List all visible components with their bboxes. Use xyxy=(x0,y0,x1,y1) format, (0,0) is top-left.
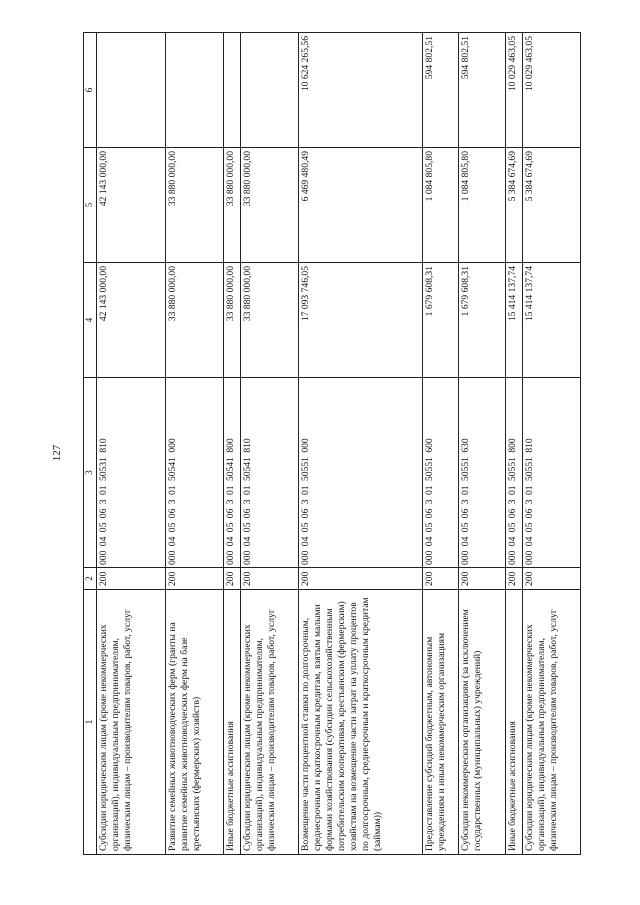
row-value-5: 6 469 480,49 xyxy=(298,148,422,263)
row-name: Предоставление субсидий бюджетным, автономным учреждениям и иным некоммерческим организациям xyxy=(422,590,458,855)
row-value-6: 10 624 265,56 xyxy=(298,33,422,148)
rotated-table-container xyxy=(83,33,581,855)
budget-table xyxy=(83,32,581,855)
row-value-5: 1 084 805,80 xyxy=(459,148,506,263)
table-row xyxy=(298,33,422,855)
row-name: Возмещение части процентной ставки по долгосрочным, среднесрочным и краткосрочным кредитам, взятым малыми формами хозяйствования (субсидии сельскохозяйственным потребительским кооперативам, крестьянским (фермерским) хозяйствам на возмещение части затрат на уплату процентов по долгосрочным, среднесрочным и краткосрочным кредитам (займам)) xyxy=(298,590,422,855)
row-value-6: 594 802,51 xyxy=(459,33,506,148)
header-row xyxy=(84,33,97,855)
page-number: 127 xyxy=(51,444,63,462)
header-cell: 1 xyxy=(84,590,97,855)
row-admin-code: 200 xyxy=(298,568,422,590)
row-admin-code: 200 xyxy=(459,568,506,590)
row-value-total: 1 679 608,31 xyxy=(459,263,506,378)
row-name: Субсидии некоммерческим организациям (за исключением государственных (муниципальных) учреждений) xyxy=(459,590,506,855)
table-row xyxy=(97,33,166,855)
row-admin-code: 200 xyxy=(522,568,580,590)
row-value-6 xyxy=(224,33,240,148)
row-value-6 xyxy=(166,33,224,148)
row-admin-code: 200 xyxy=(422,568,458,590)
row-admin-code: 200 xyxy=(97,568,166,590)
row-admin-code: 200 xyxy=(506,568,522,590)
row-value-5: 5 384 674,69 xyxy=(522,148,580,263)
header-cell: 3 xyxy=(84,378,97,568)
row-value-5: 33 880 000,00 xyxy=(166,148,224,263)
row-value-total: 33 880 000,00 xyxy=(166,263,224,378)
row-name: Иные бюджетные ассигнования xyxy=(224,590,240,855)
table-row xyxy=(166,33,224,855)
header-cell: 6 xyxy=(84,33,97,148)
row-value-total: 15 414 137,74 xyxy=(506,263,522,378)
row-name: Субсидии юридическим лицам (кроме некоммерческих организаций), индивидуальным предпринимателям, физическим лицам – производителям товаров, работ, услуг xyxy=(97,590,166,855)
table-row xyxy=(422,33,458,855)
row-value-total: 33 880 000,00 xyxy=(240,263,298,378)
row-admin-code: 200 xyxy=(240,568,298,590)
header-cell: 5 xyxy=(84,148,97,263)
row-value-total: 17 093 746,05 xyxy=(298,263,422,378)
row-value-6 xyxy=(97,33,166,148)
row-value-total: 42 143 000,00 xyxy=(97,263,166,378)
row-budget-code: 000 04 05 06 3 01 50551 810 xyxy=(522,378,580,568)
row-admin-code: 200 xyxy=(224,568,240,590)
row-name: Субсидии юридическим лицам (кроме некоммерческих организаций), индивидуальным предпринимателям, физическим лицам – производителям товаров, работ, услуг xyxy=(240,590,298,855)
row-budget-code: 000 04 05 06 3 01 50531 810 xyxy=(97,378,166,568)
row-budget-code: 000 04 05 06 3 01 50541 800 xyxy=(224,378,240,568)
row-admin-code: 200 xyxy=(166,568,224,590)
row-budget-code: 000 04 05 06 3 01 50541 810 xyxy=(240,378,298,568)
row-value-total: 33 880 000,00 xyxy=(224,263,240,378)
row-budget-code: 000 04 05 06 3 01 50551 630 xyxy=(459,378,506,568)
row-budget-code: 000 04 05 06 3 01 50551 600 xyxy=(422,378,458,568)
table-row xyxy=(240,33,298,855)
header-cell: 4 xyxy=(84,263,97,378)
row-budget-code: 000 04 05 06 3 01 50541 000 xyxy=(166,378,224,568)
row-value-total: 1 679 608,31 xyxy=(422,263,458,378)
table-row xyxy=(459,33,506,855)
row-value-5: 42 143 000,00 xyxy=(97,148,166,263)
row-value-6: 10 029 463,05 xyxy=(522,33,580,148)
row-value-total: 15 414 137,74 xyxy=(522,263,580,378)
row-value-6 xyxy=(240,33,298,148)
header-cell: 2 xyxy=(84,568,97,590)
row-budget-code: 000 04 05 06 3 01 50551 800 xyxy=(506,378,522,568)
row-value-5: 33 880 000,00 xyxy=(240,148,298,263)
row-value-5: 5 384 674,69 xyxy=(506,148,522,263)
table-row xyxy=(522,33,580,855)
row-budget-code: 000 04 05 06 3 01 50551 000 xyxy=(298,378,422,568)
row-name: Субсидии юридическим лицам (кроме некоммерческих организаций), индивидуальным предпринимателям, физическим лицам – производителям товаров, работ, услуг xyxy=(522,590,580,855)
table-row xyxy=(224,33,240,855)
row-value-6: 594 802,51 xyxy=(422,33,458,148)
row-value-6: 10 029 463,05 xyxy=(506,33,522,148)
row-name: Иные бюджетные ассигнования xyxy=(506,590,522,855)
row-value-5: 33 880 000,00 xyxy=(224,148,240,263)
row-name: Развитие семейных животноводческих ферм (гранты на развитие семейных животноводческих ферм на базе крестьянских (фермерских) хозяйств) xyxy=(166,590,224,855)
row-value-5: 1 084 805,80 xyxy=(422,148,458,263)
table-row xyxy=(506,33,522,855)
